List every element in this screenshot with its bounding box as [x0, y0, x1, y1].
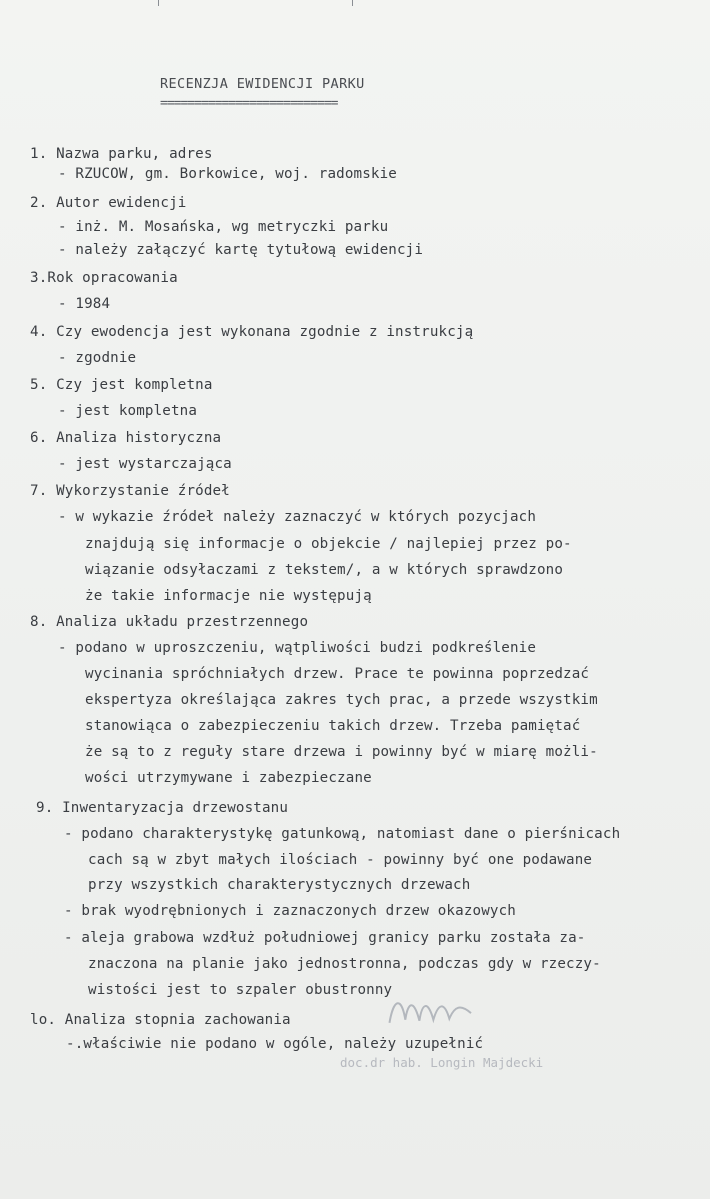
item-9-heading: 9. Inwentaryzacja drzewostanu — [36, 800, 289, 816]
item-4-text: - zgodnie — [58, 350, 137, 366]
handwritten-signature — [383, 987, 476, 1042]
document-title: RECENZJA EWIDENCJI PARKU — [160, 76, 365, 92]
item-6-heading: 6. Analiza historyczna — [30, 430, 222, 446]
item-7-text: że takie informacje nie występują — [85, 588, 372, 604]
item-2-heading: 2. Autor ewidencji — [30, 195, 187, 211]
item-2-text: - inż. M. Mosańska, wg metryczki parku — [58, 219, 389, 235]
item-1-heading: 1. Nazwa parku, adres — [30, 146, 213, 162]
item-5-text: - jest kompletna — [58, 403, 198, 419]
item-8-text: - podano w uproszczeniu, wątpliwości budzi podkreślenie — [58, 640, 537, 656]
item-9-text: - aleja grabowa wzdłuż południowej granicy parku została za- — [64, 930, 586, 946]
item-1-text: - RZUCOW, gm. Borkowice, woj. radomskie — [58, 166, 397, 182]
item-3-text: - 1984 — [58, 296, 111, 312]
item-10-heading: lo. Analiza stopnia zachowania — [30, 1012, 291, 1028]
item-5-heading: 5. Czy jest kompletna — [30, 377, 213, 393]
title-underline: ========================== — [160, 96, 338, 111]
item-9-text: - brak wyodrębnionych i zaznaczonych drzew okazowych — [64, 903, 516, 919]
page-tick — [158, 0, 159, 6]
item-7-text: - w wykazie źródeł należy zaznaczyć w których pozycjach — [58, 509, 537, 525]
item-9-text: znaczona na planie jako jednostronna, podczas gdy w rzeczy- — [88, 956, 601, 972]
item-3-heading: 3.Rok opracowania — [30, 270, 178, 286]
item-8-text: ekspertyza określająca zakres tych prac, a przede wszystkim — [85, 692, 598, 708]
item-10-text: -.właściwie nie podano w ogóle, należy uzupełnić — [66, 1036, 484, 1052]
item-8-text: wycinania spróchniałych drzew. Prace te powinna poprzedzać — [85, 666, 590, 682]
item-7-text: znajdują się informacje o objekcie / najlepiej przez po- — [85, 536, 572, 552]
page-tick — [352, 0, 353, 6]
signature-name: doc.dr hab. Longin Majdecki — [340, 1055, 544, 1070]
item-8-text: wości utrzymywane i zabezpieczane — [85, 770, 372, 786]
item-9-text: cach są w zbyt małych ilościach - powinny być one podawane — [88, 852, 593, 868]
item-8-heading: 8. Analiza układu przestrzennego — [30, 614, 309, 630]
item-6-text: - jest wystarczająca — [58, 456, 232, 472]
item-9-text: przy wszystkich charakterystycznych drzewach — [88, 877, 471, 893]
item-4-heading: 4. Czy ewodencja jest wykonana zgodnie z instrukcją — [30, 324, 474, 340]
item-7-text: wiązanie odsyłaczami z tekstem/, a w których sprawdzono — [85, 562, 564, 578]
item-7-heading: 7. Wykorzystanie źródeł — [30, 483, 230, 499]
item-9-text: wistości jest to szpaler obustronny — [88, 982, 393, 998]
item-2-text: - należy załączyć kartę tytułową ewidencji — [58, 242, 424, 258]
item-9-text: - podano charakterystykę gatunkową, natomiast dane o pierśnicach — [64, 826, 621, 842]
item-8-text: że są to z reguły stare drzewa i powinny być w miarę możli- — [85, 744, 598, 760]
item-8-text: stanowiąca o zabezpieczeniu takich drzew. Trzeba pamiętać — [85, 718, 581, 734]
